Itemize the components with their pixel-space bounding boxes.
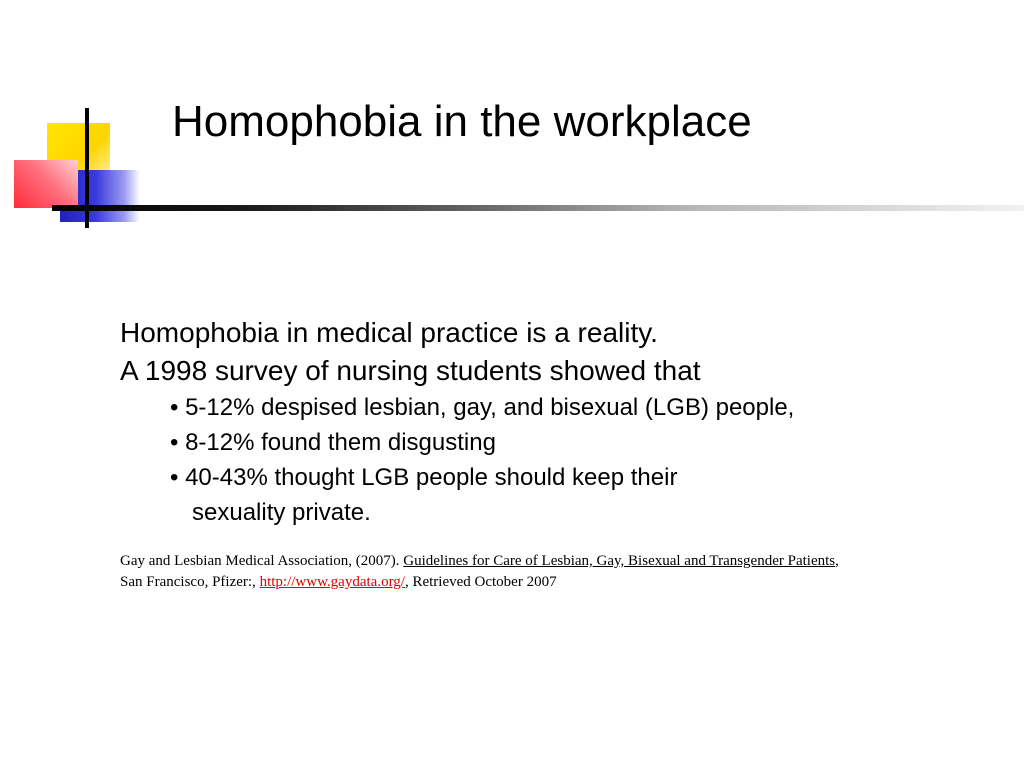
slide-body [120,314,1000,530]
bullet-text: 8-12% found them disgusting [185,429,496,456]
body-line-1: Homophobia in medical practice is a reality. [120,317,658,348]
bullet-marker: • [170,429,179,456]
citation-author: Gay and Lesbian Medical Association, (2007). [120,553,404,569]
citation [120,551,1000,593]
citation-retrieved: , Retrieved October 2007 [404,574,557,590]
red-square-decoration [14,160,78,208]
bullet-list [120,390,1000,530]
citation-link[interactable]: http://www.gaydata.org/ [259,574,405,590]
bullet-item [170,390,1000,425]
body-line-2: A 1998 survey of nursing students showed that [120,355,701,386]
bullet-text: 5-12% despised lesbian, gay, and bisexual (LGB) people, [185,394,795,421]
bullet-item [170,425,1000,460]
slide-decoration [0,0,160,240]
slide-title: Homophobia in the workplace [172,97,752,146]
bullet-item [170,460,1000,530]
bullet-text: 40-43% thought LGB people should keep their [185,464,678,491]
citation-publisher: San Francisco, Pfizer:, [120,574,260,590]
citation-comma: , [835,553,839,569]
title-underline-rule [52,205,1024,211]
bullet-marker: • [170,394,179,421]
bullet-continuation: sexuality private. [192,499,371,526]
citation-title: Guidelines for Care of Lesbian, Gay, Bisexual and Transgender Patients [403,553,836,569]
bullet-marker: • [170,464,179,491]
